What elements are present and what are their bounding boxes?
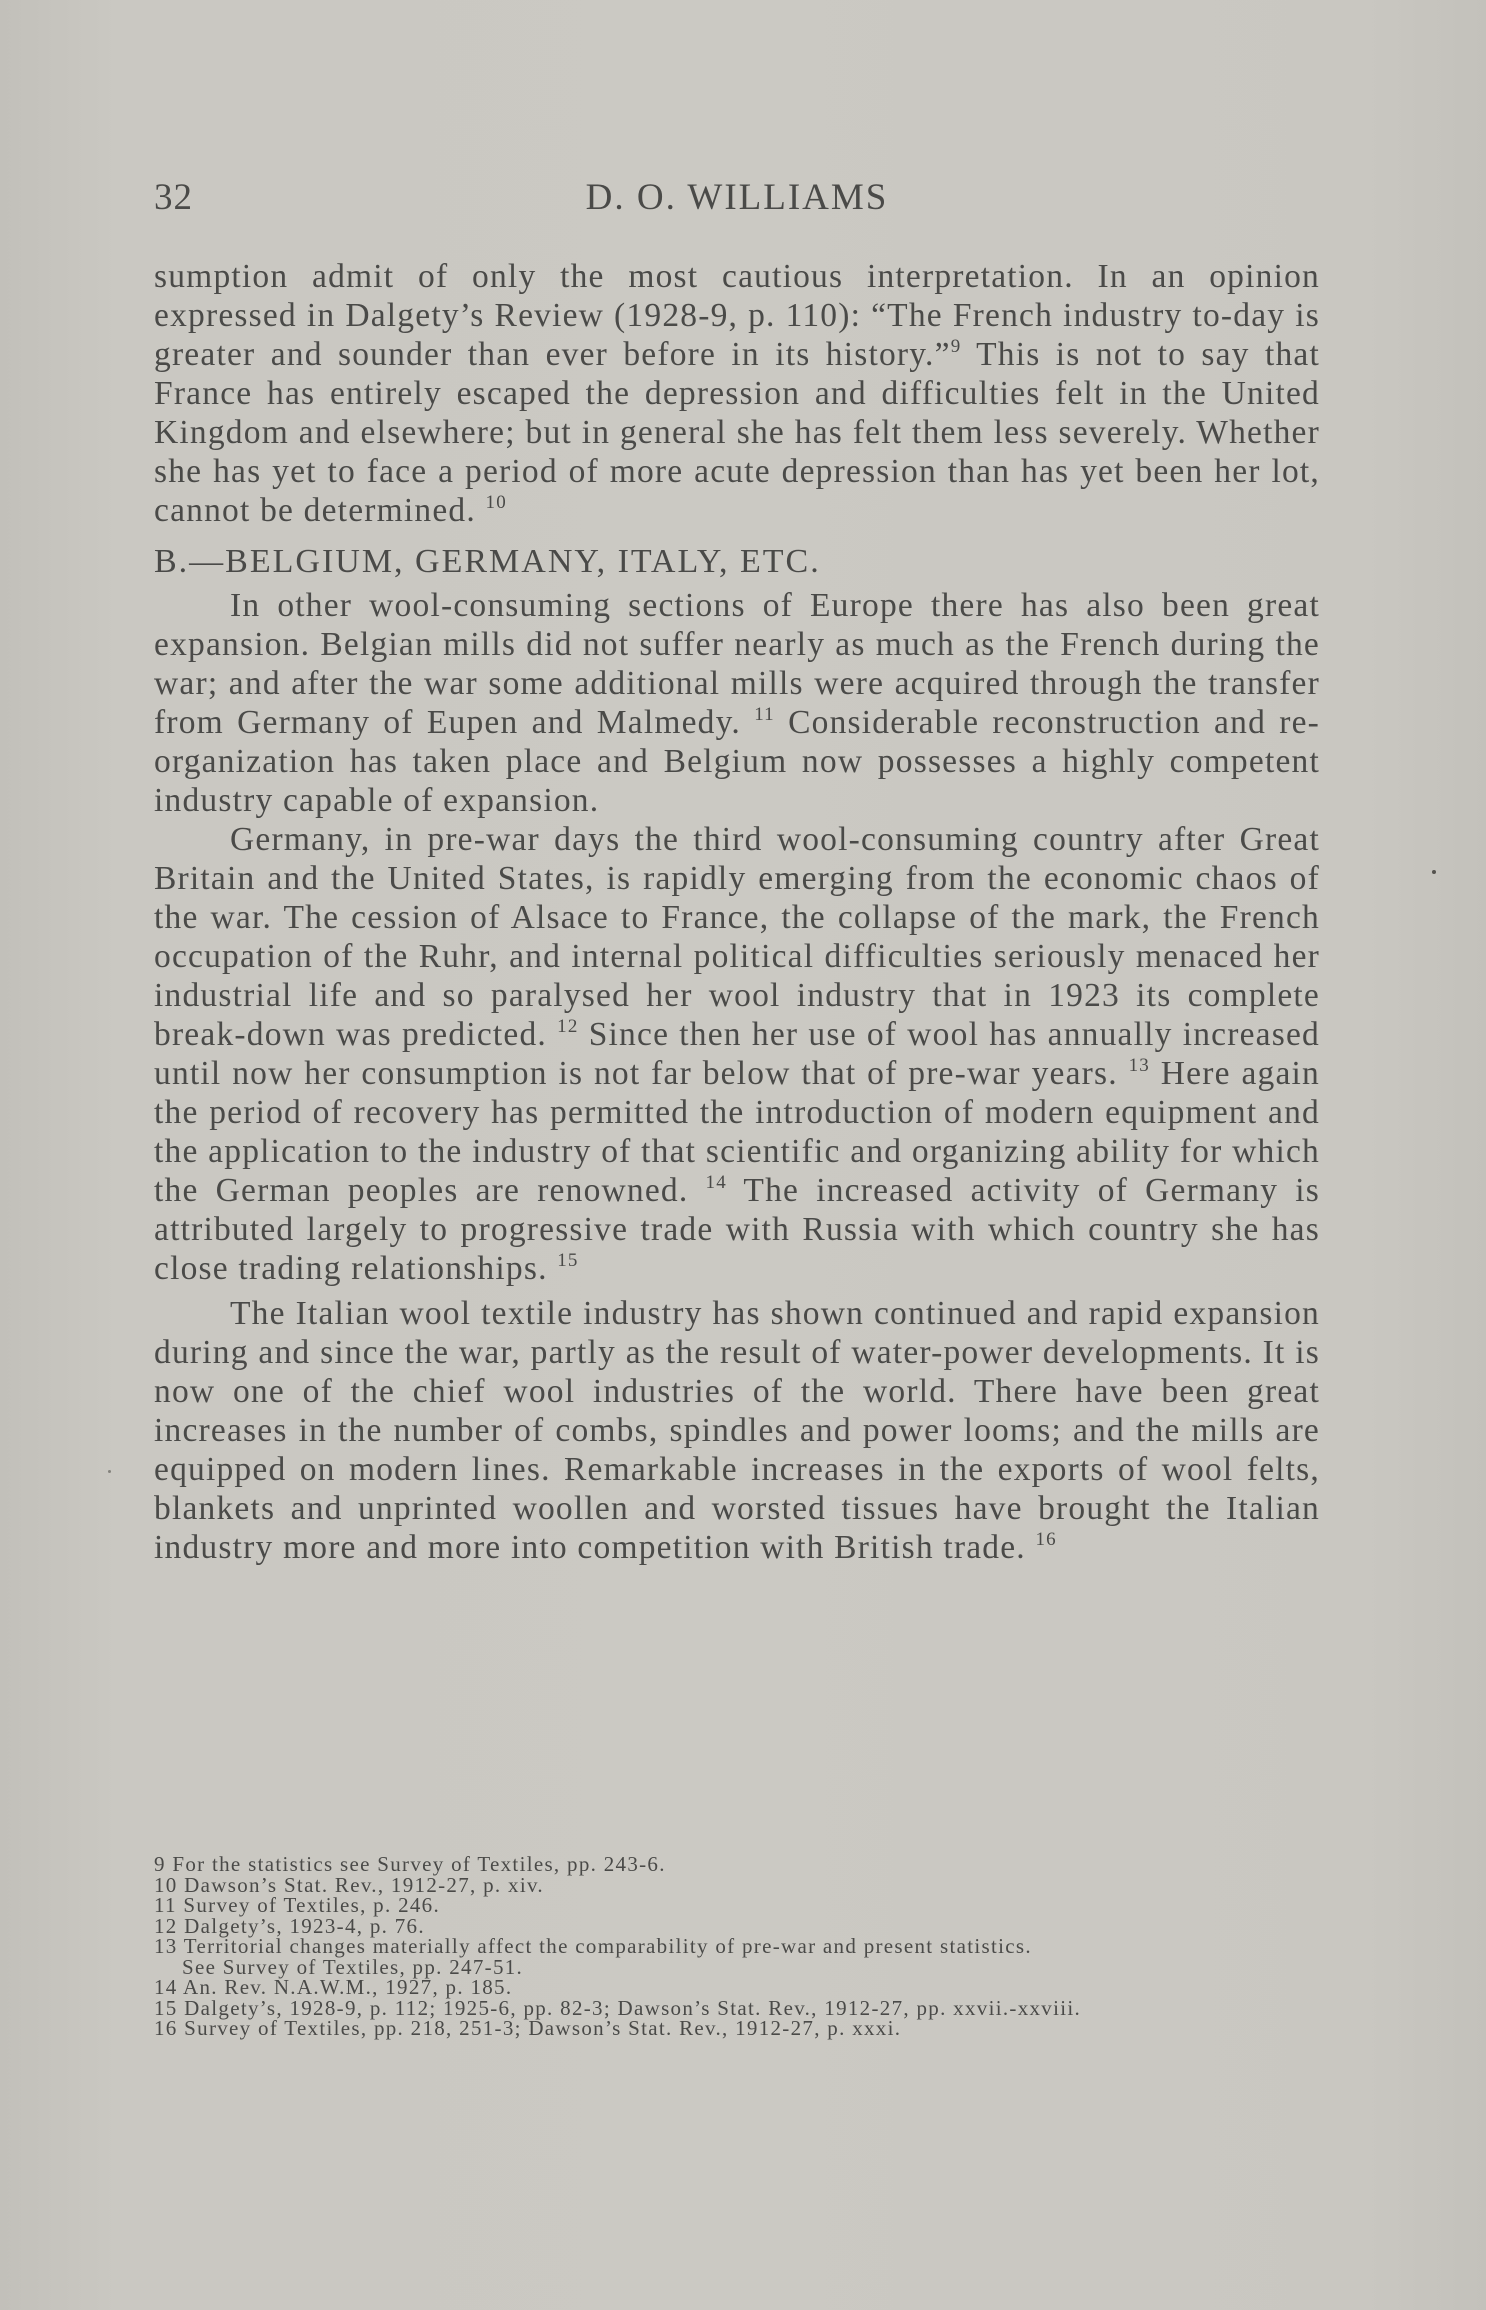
section-heading: B.—BELGIUM, GERMANY, ITALY, ETC. (154, 543, 821, 580)
footnote-ref-12: 12 (557, 1016, 579, 1037)
footnote: 9 For the statistics see Survey of Textiles, pp. 243-6. (154, 1852, 666, 1876)
page-header (154, 176, 1320, 226)
footnote: 10 Dawson’s Stat. Rev., 1912-27, p. xiv. (154, 1872, 544, 1897)
paragraph-italy: The Italian wool textile industry has shown continued and rapid expansion during and since the war, partly as the result of water-power developments. It is now one of the chief wool industries of the world. There have been great increases in the number of combs, spindles and power looms; and the mills are equipped on modern lines. Remarkable increases in the exports of wool felts, blankets and unprinted woollen and worsted tissues have brought the Italian industry more and more into competition with British trade. $^{16}$ (154, 1295, 1320, 1566)
footnote: 12 Dalgety’s, 1923-4, p. 76. (154, 1913, 425, 1938)
footnote-ref-9: 9 (950, 336, 962, 357)
footnote: 13 Territorial changes materially affect the comparability of pre-war and present statistics. See Survey of Textiles, pp. 247-51. (154, 1934, 1032, 1979)
footnote: 15 Dalgety’s, 1928-9, p. 112; 1925-6, pp. 82-3; Dawson’s Stat. Rev., 1912-27, pp. xxvii.-xxviii. (154, 1995, 1082, 2020)
footnote-ref-15: 15 (557, 1250, 579, 1271)
footnote-ref-13: 13 (1128, 1055, 1151, 1076)
main-text (154, 257, 1320, 1567)
footnote: 14 An. Rev. N.A.W.M., 1927, p. 185. (154, 1975, 513, 1999)
footnote: 16 Survey of Textiles, pp. 218, 251-3; Dawson’s Stat. Rev., 1912-27, p. xxxi. (154, 2016, 902, 2040)
footnote: 11 Survey of Textiles, p. 246. (154, 1893, 441, 1917)
footnote-ref-16: 16 (1035, 1529, 1057, 1550)
paragraph-germany: Germany, in pre-war days the third wool-consuming country after Great Britain and the United States, is rapidly emerging from the economic chaos of the war. The cession of Alsace to France, the collapse of the mark, the French occupation of the Ruhr, and internal political difficulties seriously menaced her industrial life and so paralysed her wool industry that in 1923 its complete break-down was predicted. $^{12}$ Since then her use of wool has annually increased until now her consumption is not far below that of pre-war years. $^{13}$ Here again the period of recovery has permitted the introduction of modern equipment and the application to the industry of that scientific and organizing ability for which the German peoples are renowned. $^{14}$ The increased activity of Germany is attributed largely to progressive trade with Russia with which country she has close trading relationships. $^{15}$ (154, 821, 1321, 1287)
footnote-ref-11: 11 (754, 704, 775, 725)
paper-speck (1432, 870, 1436, 874)
footnote-ref-14: 14 (705, 1172, 727, 1193)
paper-speck (108, 1470, 111, 1473)
paragraph-belgium: In other wool-consuming sections of Europe there has also been great expansion. Belgian mills did not suffer nearly as much as the French during the war; and after the war some additional mills were acquired through the transfer from Germany of Eupen and Malmedy. $^{11}$ Considerable reconstruction and re-organization has taken place and Belgium now possesses a highly competent industry capable of expansion. (154, 587, 1321, 819)
footnote-ref-10: 10 (485, 492, 507, 513)
page-number: 32 (154, 177, 193, 218)
running-head: D. O. WILLIAMS (585, 177, 889, 218)
paragraph-france-conclusion: sumption admit of only the most cautious interpretation. In an opinion expressed in Dalgety’s Review (1928-9, p. 110): “The French industry to-day is greater and sounder than ever before in its history.”$^9$ This is not to say that France has entirely escaped the depression and difficulties felt in the United Kingdom and elsewhere; but in general she has felt them less severely. Whether she has yet to face a period of more acute depression than has yet been her lot, cannot be determined. $^{10}$ (154, 258, 1320, 529)
footnotes (154, 1854, 1320, 2039)
